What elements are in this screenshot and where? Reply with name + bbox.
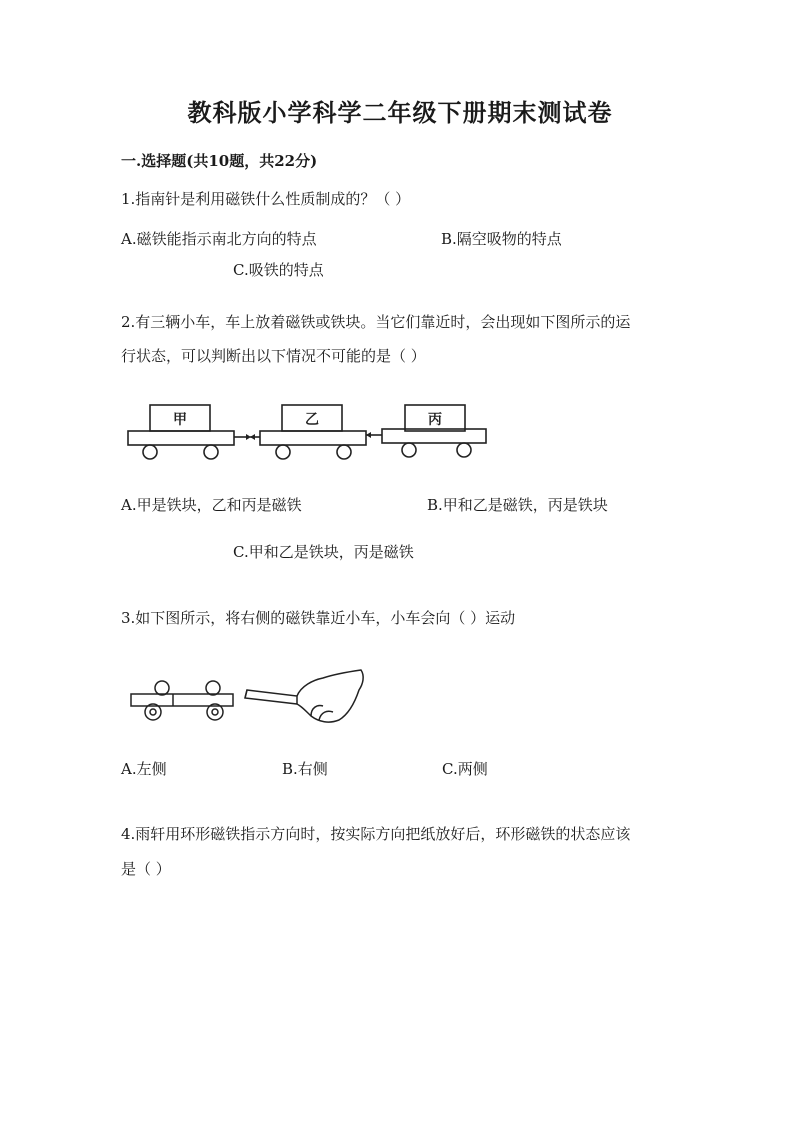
question-2-option-c[interactable]: C.甲和乙是铁块，丙是磁铁 [233, 543, 414, 561]
question-2-text-line1: 2.有三辆小车，车上放着磁铁或铁块。当它们靠近时，会出现如下图所示的运 [121, 313, 631, 331]
section-heading: 一.选择题(共10题，共22分) [121, 152, 318, 170]
toy-car [131, 681, 233, 720]
three-carts-figure [120, 395, 500, 475]
page-title: 教科版小学科学二年级下册期末测试卷 [187, 98, 613, 127]
question-1-option-c[interactable]: C.吸铁的特点 [233, 261, 324, 279]
question-2-option-a[interactable]: A.甲是铁块，乙和丙是磁铁 [121, 496, 302, 514]
question-2-text-line2: 行状态，可以判断出以下情况不可能的是（ ） [121, 347, 426, 365]
question-2-option-b[interactable]: B.甲和乙是磁铁，丙是铁块 [427, 496, 608, 514]
question-4-text-line1: 4.雨轩用环形磁铁指示方向时，按实际方向把纸放好后，环形磁铁的状态应该 [121, 825, 631, 843]
car-and-magnet-figure [125, 660, 375, 730]
cart-label-yi: 乙 [305, 412, 319, 428]
bar-magnet [245, 690, 297, 704]
cart-label-bing: 丙 [428, 412, 442, 428]
question-3-option-c[interactable]: C.两侧 [442, 760, 488, 778]
question-3-option-b[interactable]: B.右侧 [282, 760, 328, 778]
question-4-text-line2: 是（ ） [121, 860, 171, 878]
cart-label-jia: 甲 [173, 412, 187, 428]
question-1-option-a[interactable]: A.磁铁能指示南北方向的特点 [121, 230, 317, 248]
hand [297, 670, 363, 722]
question-3-option-a[interactable]: A.左侧 [121, 760, 167, 778]
question-1-text: 1.指南针是利用磁铁什么性质制成的？（ ） [121, 190, 411, 208]
question-3-text: 3.如下图所示，将右侧的磁铁靠近小车，小车会向（ ）运动 [121, 609, 516, 627]
question-1-option-b[interactable]: B.隔空吸物的特点 [441, 230, 562, 248]
